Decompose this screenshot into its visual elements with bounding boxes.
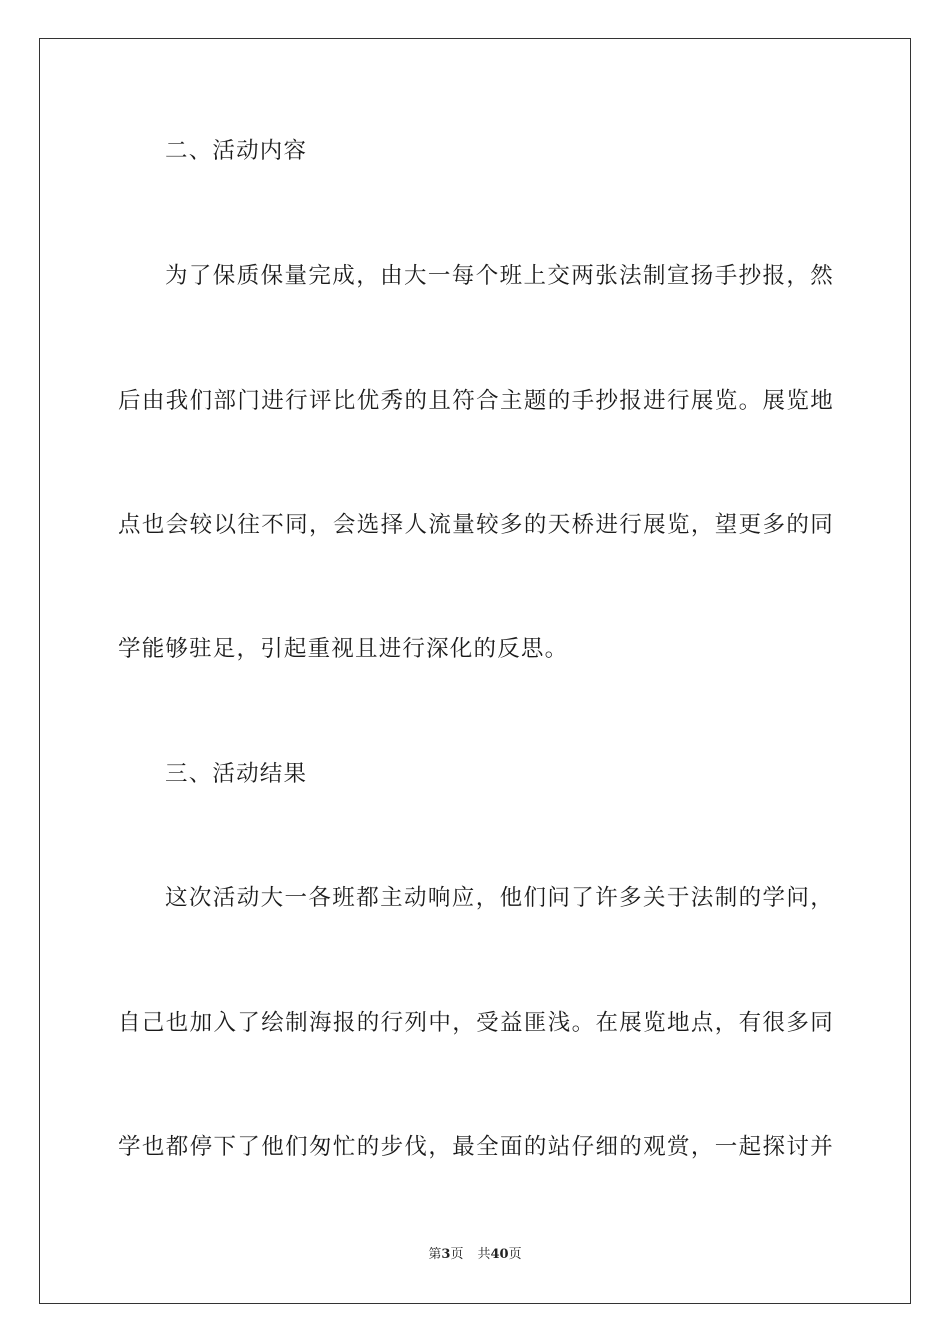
section-heading: 二、活动内容 — [165, 138, 308, 164]
paragraph-line: 后由我们部门进行评比优秀的且符合主题的手抄报进行展览。展览地 — [118, 388, 834, 414]
page-number: 3 — [441, 1247, 451, 1262]
section-heading: 三、活动结果 — [165, 761, 308, 787]
total-prefix: 共 — [477, 1247, 491, 1262]
page-footer — [0, 1246, 950, 1264]
page-suffix: 页 — [450, 1247, 464, 1262]
page-border — [39, 38, 911, 1304]
paragraph-line: 学能够驻足，引起重视且进行深化的反思。 — [118, 636, 569, 662]
paragraph-line: 点也会较以往不同，会选择人流量较多的天桥进行展览，望更多的同 — [118, 512, 834, 538]
page-prefix: 第 — [428, 1247, 442, 1262]
total-pages: 40 — [490, 1247, 509, 1262]
paragraph-line: 为了保质保量完成，由大一每个班上交两张法制宣扬手抄报，然 — [165, 263, 834, 289]
paragraph-line: 这次活动大一各班都主动响应，他们问了许多关于法制的学问， — [165, 885, 834, 911]
paragraph-line: 自己也加入了绘制海报的行列中，受益匪浅。在展览地点，有很多同 — [118, 1010, 834, 1036]
paragraph-line: 学也都停下了他们匆忙的步伐，最全面的站仔细的观赏，一起探讨并 — [118, 1134, 834, 1160]
total-suffix: 页 — [508, 1247, 522, 1262]
